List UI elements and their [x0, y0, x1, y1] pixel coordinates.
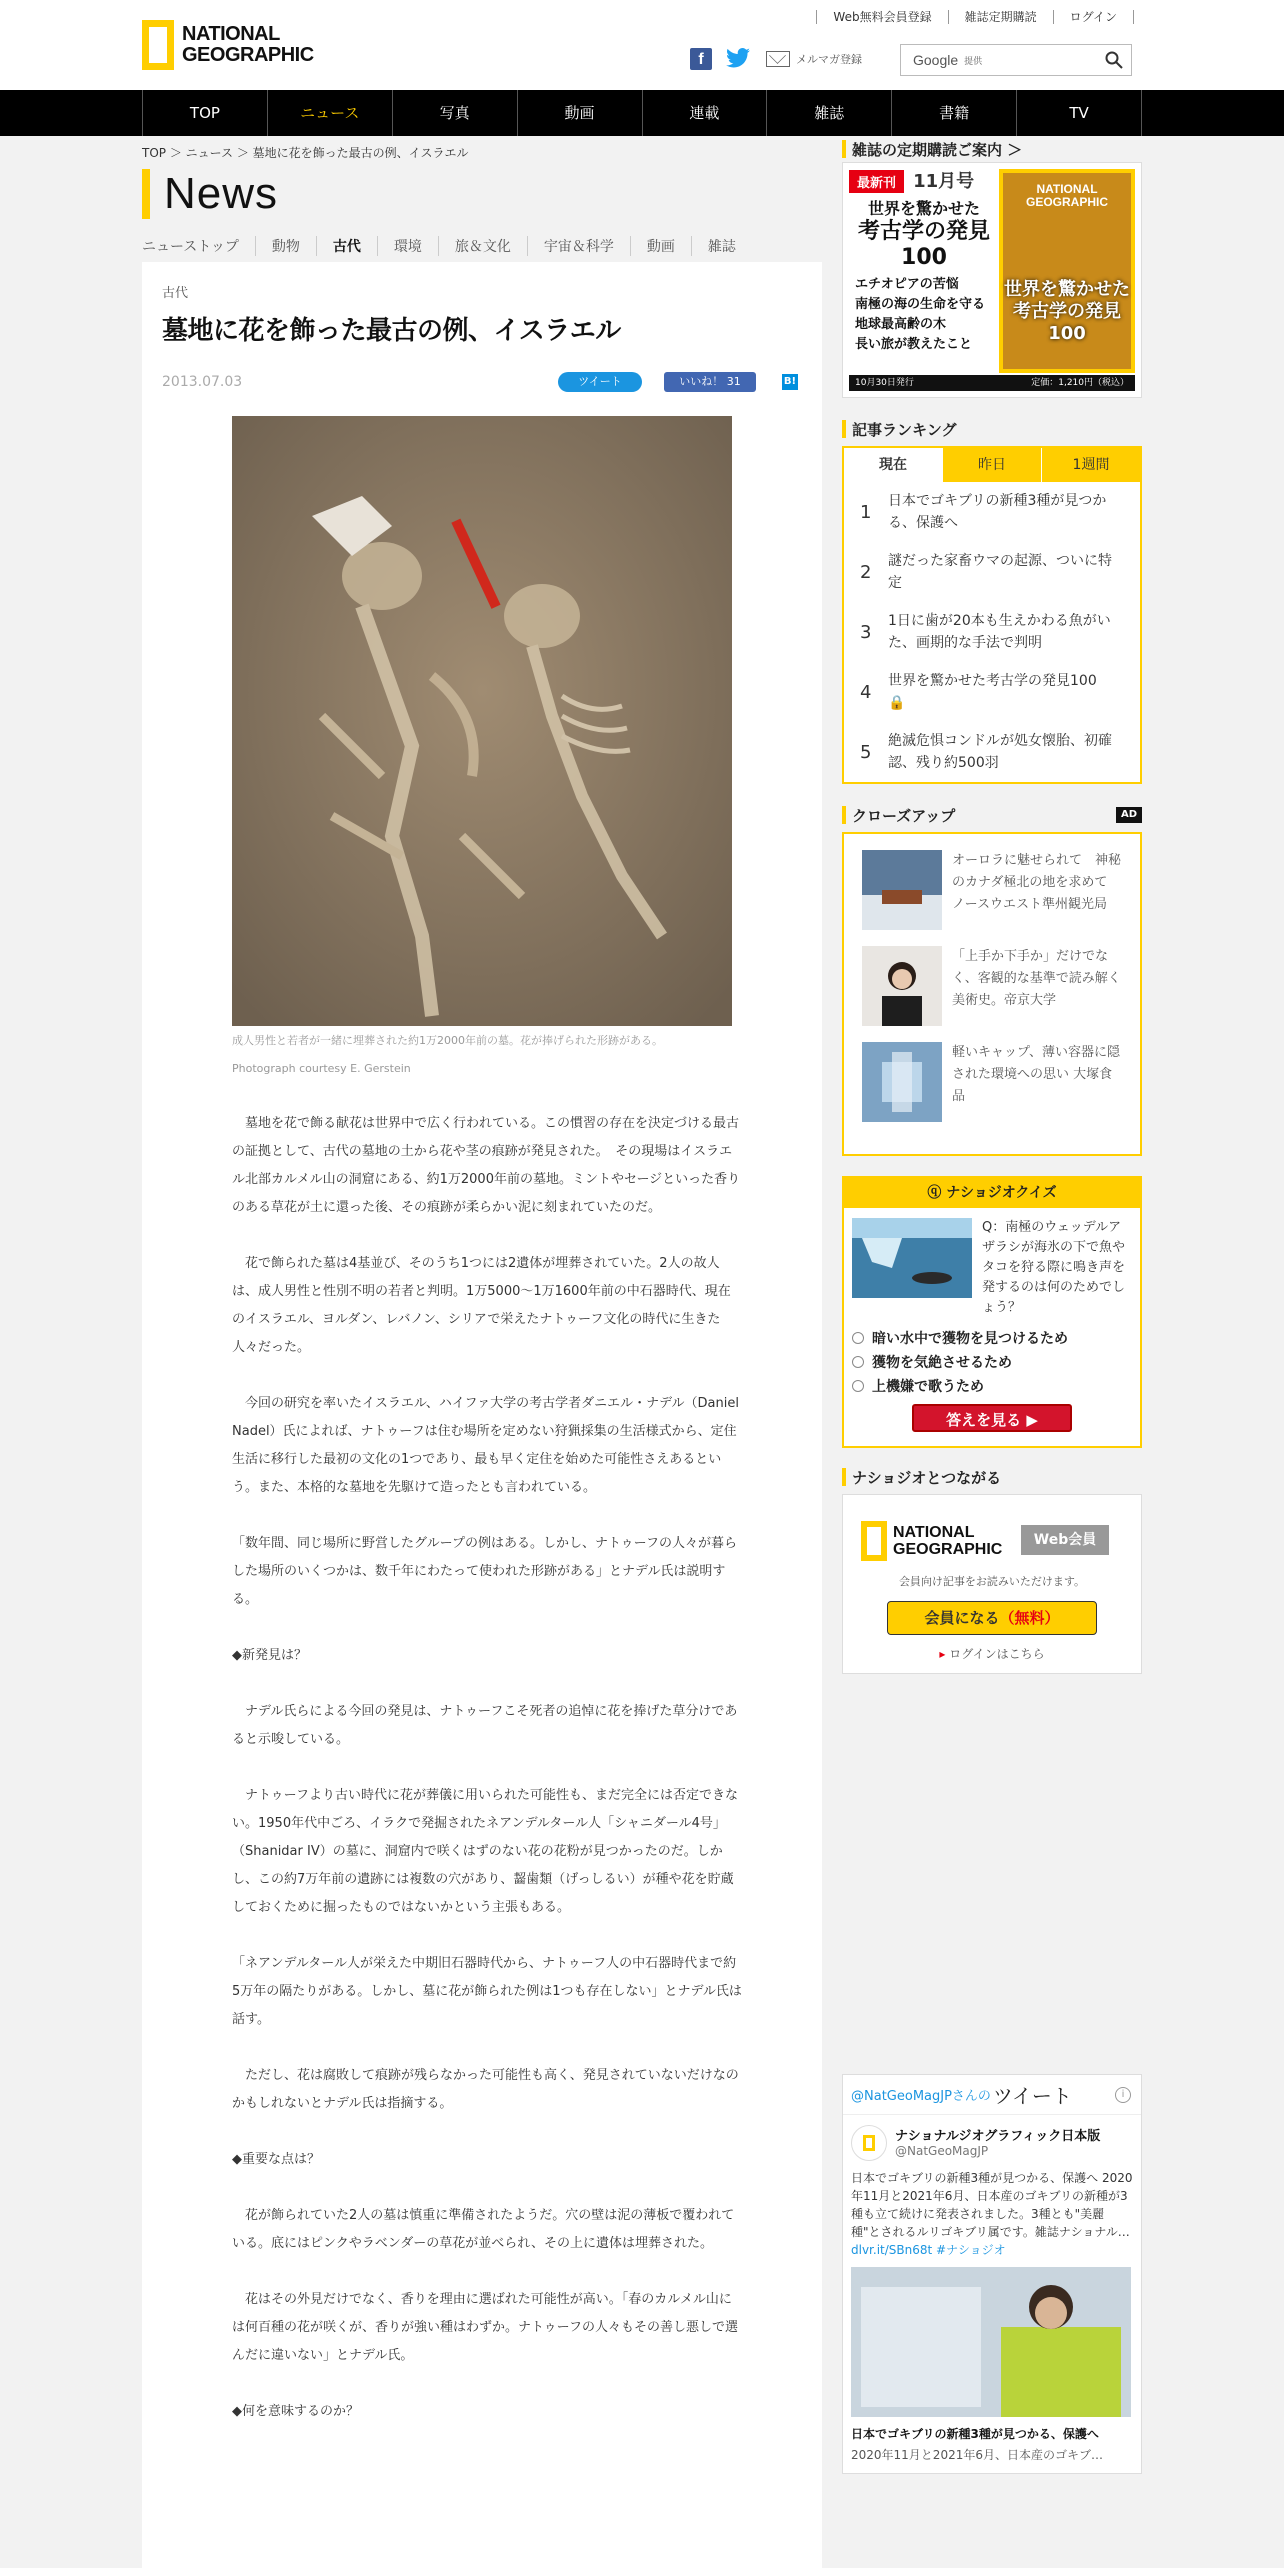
- see-answer-button[interactable]: 答えを見る ▶: [912, 1404, 1072, 1432]
- tweet-text: 日本でゴキブリの新種3種が見つかる、保護へ 2020年11月と2021年6月、日本産のゴキブリの新種が3種も立て続けに発表されました。3種とも"美麗種"とされるルリゴキブリ属です。雑誌ナショナル… dlvr.it/SBn68t #ナショジオ: [851, 2171, 1133, 2257]
- hatena-bookmark-button[interactable]: B!: [782, 374, 798, 390]
- logo-line2: GEOGRAPHIC: [182, 44, 314, 66]
- issue-footer: 10月30日発行 定価：1,210円（税込）: [849, 375, 1135, 391]
- quiz-option[interactable]: 上機嫌で歌うため: [852, 1376, 1132, 1396]
- connect-section-title: ナショジオとつながる: [842, 1464, 1142, 1490]
- main-nav: [0, 90, 1284, 136]
- section-title: [142, 168, 822, 220]
- paragraph: ナデル氏らによる今回の発見は、ナトゥーフこそ死者の追悼に花を捧げた草分けであると示唆している。: [232, 1704, 738, 1747]
- section-title-text: News: [164, 169, 279, 218]
- quiz-title: ⓠ ナショジオクイズ: [844, 1178, 1140, 1208]
- main-column-header: [142, 136, 822, 258]
- top-links: [816, 10, 1134, 24]
- tweet-image[interactable]: [851, 2267, 1131, 2417]
- ranking-box: [842, 446, 1142, 784]
- mail-icon: [766, 51, 790, 67]
- radio-button[interactable]: [852, 1332, 864, 1344]
- photo-credit: Photograph courtesy E. Gerstein: [232, 1062, 411, 1075]
- tweet-card-subtitle: 2020年11月と2021年6月、日本産のゴキブ…: [851, 2448, 1103, 2462]
- seal-under-ice-image: [852, 1218, 972, 1298]
- tab-week[interactable]: 1週間: [1041, 448, 1140, 482]
- tab-now[interactable]: 現在: [844, 448, 942, 482]
- issue-contents: エチオピアの苦悩 南極の海の生命を守る 地球最高齢の木 長い旅が教えたこと: [855, 277, 986, 352]
- social-links: [690, 48, 862, 70]
- nav-video[interactable]: 動画: [518, 90, 643, 136]
- aurora-thumbnail: [862, 850, 942, 930]
- paragraph: 今回の研究を率いたイスラエル、ハイファ大学の考古学者ダニエル・ナデル（Daniel Nadel）氏によれば、ナトゥーフは住む場所を定めない狩猟採集の生活様式から、定住生活に移行した最初の文化の1つであり、最も早く定住を始めた可能性さえあるという。また、本格的な墓地を先駆けて造ったとも言われている。: [232, 1396, 739, 1495]
- info-icon[interactable]: i: [1115, 2087, 1131, 2103]
- paragraph: 花が飾られていた2人の墓は慎重に準備されたようだ。穴の壁は泥の薄板で覆われている。底にはピンクやラベンダーの草花が並べられ、その上に遺体は埋葬された。: [232, 2208, 735, 2251]
- closeup-item[interactable]: オーロラに魅せられて 神秘のカナダ極北の地を求めて ノースウエスト準州観光局: [862, 850, 1122, 930]
- register-link[interactable]: Web無料会員登録: [816, 10, 947, 24]
- paragraph: ナトゥーフより古い時代に花が葬儀に用いられた可能性も、まだ完全には否定できない。1950年代中ごろ、イラクで発掘されたネアンデルタール人「シャニダール4号」（Shanidar IV）の墓に、洞窟内で咲くはずのない花の花粉が見つかったのだ。しかし、この約7万年前の遺跡には複数の穴があり、齧歯類（げっしるい）が種や花を貯蔵しておくために掘ったものではないかという主張もある。: [232, 1788, 739, 1915]
- paragraph: 墓地を花で飾る献花は世界中で広く行われている。この慣習の存在を決定づける最古の証拠として、古代の墓地の土から花や茎の痕跡が発見された。 その現場はイスラエル北部カルメル山の洞窟にある、約1万2000年前の墓地。ミントやセージといった香りのある草花が土に還った後、その痕跡が柔らかい泥に刻まれていたのだ。: [232, 1116, 741, 1215]
- sidebar-login-link[interactable]: ▸ ログインはこちら: [939, 1647, 1045, 1661]
- nav-magazine[interactable]: 雑誌: [767, 90, 892, 136]
- magazine-promo[interactable]: [842, 162, 1142, 398]
- logo-yellow-frame: [142, 20, 174, 70]
- subnav-space-science[interactable]: 宇宙＆科学: [527, 236, 630, 256]
- ranking-section-title: 記事ランキング: [842, 416, 1142, 442]
- subnav-video[interactable]: 動画: [630, 236, 691, 256]
- like-button[interactable]: いいね！ 31: [664, 372, 756, 392]
- breadcrumb[interactable]: TOP ＞ ニュース ＞ 墓地に花を飾った最古の例、イスラエル: [142, 146, 469, 160]
- ranking-item[interactable]: 2 謎だった家畜ウマの起源、ついに特定: [860, 553, 1112, 591]
- closeup-item[interactable]: 軽いキャップ、薄い容器に隠された環境への思い 大塚食品: [862, 1042, 1122, 1122]
- paragraph: 花はその外見だけでなく、香りを理由に選ばれた可能性が高い。「春のカルメル山には何百種の花が咲くが、香りが強い種はわずか。ナトゥーフの人々もその善し悪しで選んだに違いない」とナデル氏。: [232, 2292, 739, 2363]
- subscribe-link[interactable]: 雑誌定期購読: [948, 10, 1053, 24]
- ranking-item[interactable]: 3 1日に歯が20本も生えかわる魚がいた、画期的な手法で判明: [860, 613, 1111, 651]
- paragraph: ただし、花は腐敗して痕跡が残らなかった可能性も高く、発見されていないだけなのかもしれないとナデル氏は指摘する。: [232, 2068, 739, 2111]
- nav-news[interactable]: ニュース: [268, 90, 393, 136]
- ranking-item[interactable]: 4 世界を驚かせた考古学の発見100 🔒: [860, 673, 1097, 711]
- tab-yesterday[interactable]: 昨日: [942, 448, 1041, 482]
- quiz-option[interactable]: 暗い水中で獲物を見つけるため: [852, 1328, 1132, 1348]
- subnav-ancient[interactable]: 古代: [316, 236, 377, 256]
- subheading: ◆何を意味するのか？: [232, 2404, 359, 2419]
- google-sub-label: 提供: [964, 56, 983, 67]
- article-date: 2013.07.03: [162, 374, 243, 390]
- article-body: [232, 1110, 742, 2454]
- tweet-link[interactable]: dlvr.it/SBn68t #ナショジオ: [851, 2243, 1006, 2257]
- subheading: ◆重要な点は？: [232, 2152, 320, 2167]
- nav-books[interactable]: 書籍: [892, 90, 1017, 136]
- section-accent-bar: [142, 169, 150, 219]
- magazine-section-title[interactable]: 雑誌の定期購読ご案内 ＞: [842, 136, 1142, 162]
- tweet-handle[interactable]: @NatGeoMagJP: [895, 2144, 989, 2158]
- closeup-section-title: クローズアップ AD: [842, 802, 1142, 828]
- site-header: [0, 0, 1284, 90]
- subnav-animals[interactable]: 動物: [255, 236, 316, 256]
- portrait-thumbnail: [862, 946, 942, 1026]
- natgeo-logo[interactable]: [142, 20, 314, 70]
- quiz-question: Q：南極のウェッデルアザラシが海氷の下で魚やタコを狩る際に鳴き声を発するのは何のためでしょう？: [982, 1220, 1126, 1315]
- twitter-handle-prefix[interactable]: @NatGeoMagJPさんの: [851, 2089, 991, 2104]
- paragraph: 花で飾られた墓は4基並び、そのうち1つには2遺体が埋葬されていた。2人の故人は、成人男性と性別不明の若者と判明。1万5000～1万1600年前の中石器時代、現在のイスラエル、ヨルダン、レバノン、シリアで栄えたナトゥーフ文化の時代に生きた人々だった。: [232, 1256, 731, 1355]
- tweet-author[interactable]: ナショナルジオグラフィック日本版: [895, 2129, 1101, 2144]
- sidebar: [842, 136, 1142, 1674]
- search-icon[interactable]: [1105, 51, 1123, 69]
- tweet-button[interactable]: ツイート: [558, 372, 642, 392]
- nav-tv[interactable]: TV: [1017, 90, 1142, 136]
- radio-button[interactable]: [852, 1356, 864, 1368]
- new-issue-badge: 最新刊: [849, 170, 904, 193]
- logo-line1: NATIONAL: [182, 23, 280, 45]
- nav-series[interactable]: 連載: [643, 90, 768, 136]
- twitter-icon[interactable]: [726, 48, 752, 70]
- ranking-item[interactable]: 5 絶滅危惧コンドルが処女懐胎、初確認、残り約500羽: [860, 733, 1112, 771]
- facebook-icon[interactable]: f: [690, 48, 712, 70]
- article-category[interactable]: 古代: [162, 286, 189, 301]
- paragraph: 「ネアンデルタール人が栄えた中期旧石器時代から、ナトゥーフ人の中石器時代まで約5万年の隔たりがある。しかし、墓に花が飾られた例は1つも存在しない」とナデル氏は話す。: [232, 1956, 742, 2027]
- news-subnav: [142, 234, 822, 258]
- web-member-label: Web会員: [1021, 1525, 1109, 1555]
- article-title: 墓地に花を飾った最古の例、イスラエル: [162, 316, 621, 346]
- bottle-thumbnail: [862, 1042, 942, 1122]
- closeup-box: [842, 832, 1142, 1156]
- article: [142, 262, 822, 2568]
- paragraph: 「数年間、同じ場所に野営したグループの例はある。しかし、ナトゥーフの人々が暮らした場所のいくつかは、数千年にわたって使われた形跡がある」とナデル氏は説明する。: [232, 1536, 737, 1607]
- subnav-travel-culture[interactable]: 旅＆文化: [438, 236, 527, 256]
- magazine-cover[interactable]: NATIONAL GEOGRAPHIC 世界を驚かせた考古学の発見100: [999, 169, 1135, 373]
- ad-badge: AD: [1116, 807, 1142, 823]
- photo-caption: 成人男性と若者が一緒に埋葬された約1万2000年前の墓。花が捧げられた形跡がある。: [232, 1034, 663, 1047]
- closeup-item[interactable]: 「上手か下手か」だけでなく、客観的な基準で読み解く美術史。帝京大学: [862, 946, 1122, 1026]
- nav-photo[interactable]: 写真: [393, 90, 518, 136]
- join-button[interactable]: 会員になる（無料）: [887, 1601, 1097, 1635]
- subnav-environment[interactable]: 環境: [377, 236, 438, 256]
- subnav-magazine[interactable]: 雑誌: [691, 236, 752, 256]
- newsletter-link[interactable]: メルマガ登録: [766, 51, 862, 67]
- issue-headline: 世界を驚かせた 考古学の発見 100: [857, 199, 990, 270]
- tweet-card-title: 日本でゴキブリの新種3種が見つかる、保護へ: [851, 2427, 1099, 2441]
- avatar[interactable]: [851, 2125, 887, 2161]
- article-photo: [232, 416, 732, 1026]
- membership-box: [842, 1494, 1142, 1674]
- ranking-tabs: [844, 448, 1140, 482]
- subnav-news-top[interactable]: ニューストップ: [142, 239, 239, 255]
- natgeo-logo: NATIONAL GEOGRAPHIC: [861, 1521, 1002, 1561]
- twitter-heading: ツイート: [992, 2084, 1072, 2108]
- issue-month: 11月号: [913, 171, 975, 192]
- twitter-timeline[interactable]: [842, 2074, 1142, 2474]
- subheading: ◆新発見は？: [232, 1648, 307, 1663]
- google-label: Google: [913, 52, 959, 68]
- quiz-box: [842, 1176, 1142, 1448]
- quiz-option[interactable]: 獲物を気絶させるため: [852, 1352, 1132, 1372]
- login-link[interactable]: ログイン: [1053, 10, 1134, 24]
- radio-button[interactable]: [852, 1380, 864, 1392]
- nav-top[interactable]: TOP: [143, 90, 268, 136]
- member-note: 会員向け記事をお読みいただけます。: [898, 1575, 1086, 1588]
- ranking-item[interactable]: 1 日本でゴキブリの新種3種が見つかる、保護へ: [860, 493, 1107, 531]
- search-box[interactable]: [900, 44, 1132, 76]
